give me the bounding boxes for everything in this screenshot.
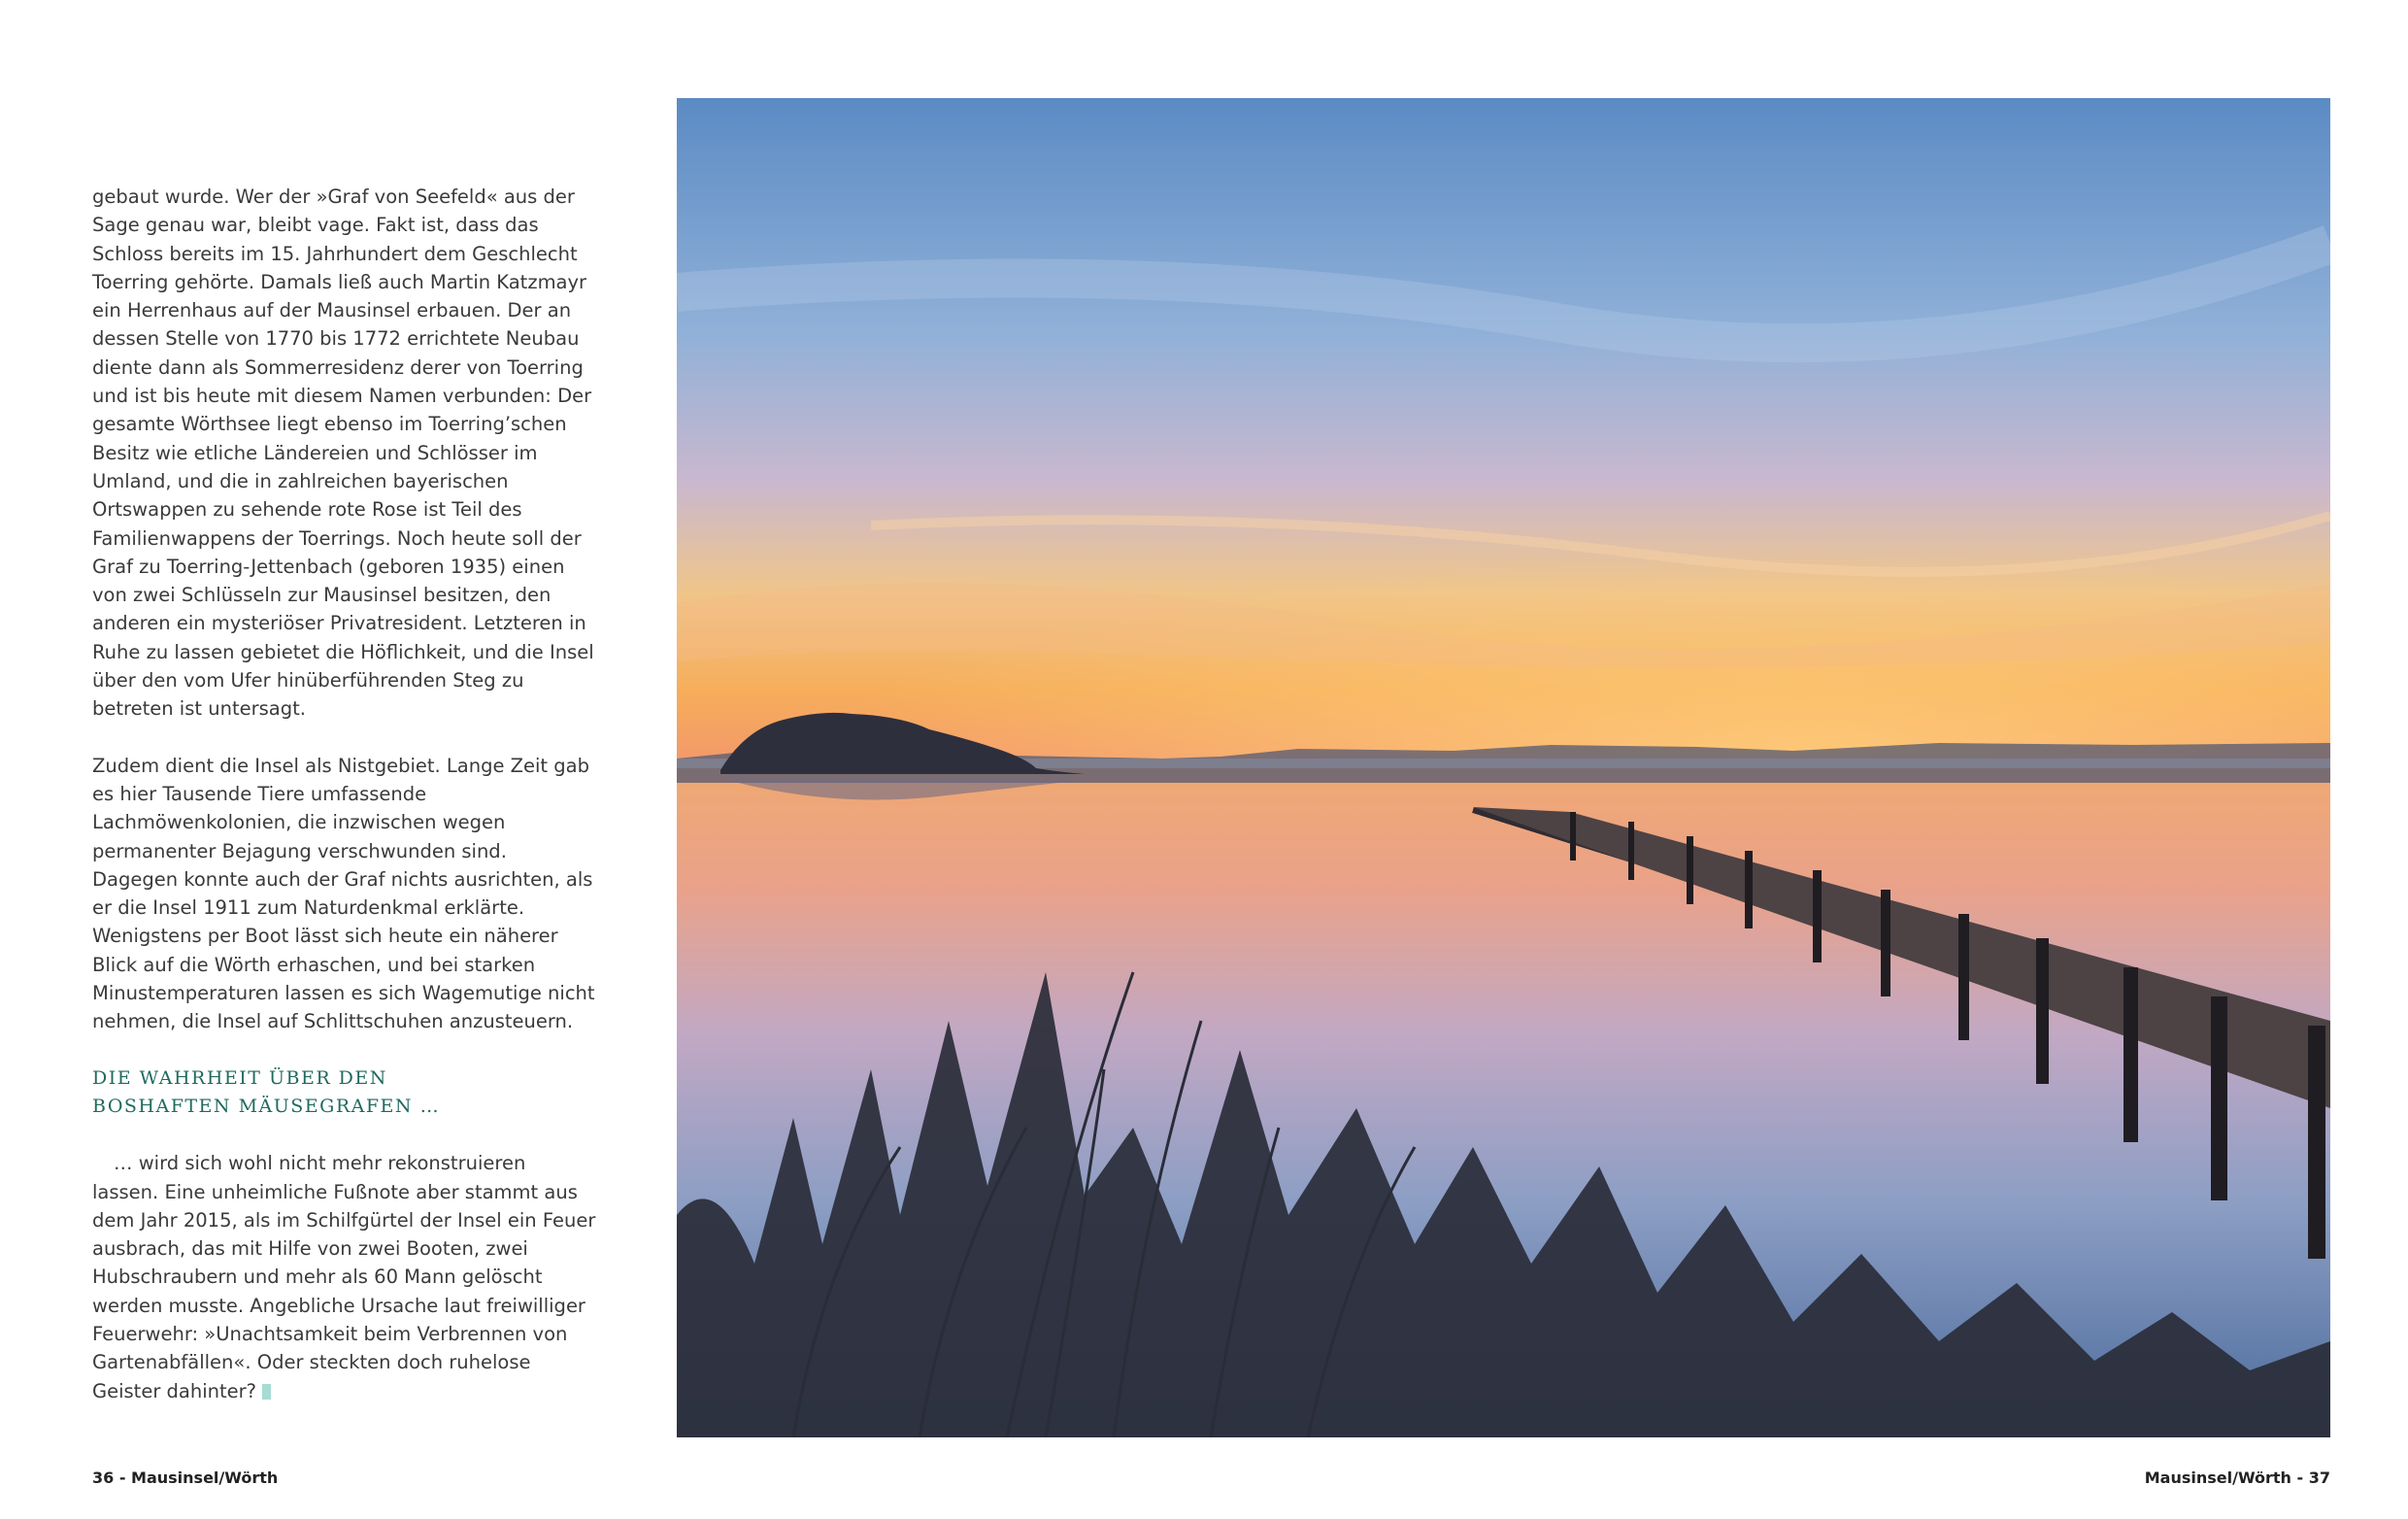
lake-sunset-photo	[677, 98, 2330, 1437]
end-of-article-mark	[262, 1384, 271, 1400]
page-number-left: 36 - Mausinsel/Wörth	[92, 1468, 279, 1487]
body-paragraph-2: Zudem dient die Insel als Nistgebiet. Lange Zeit gab es hier Tausende Tiere umfassende Lachmöwenkolonien, die inzwischen wegen permanenter Bejagung verschwunden sind. Dagegen konnte auch der Graf nichts ausrichten, als er die Insel 1911 zum Naturdenkmal erklärte. Wenigstens per Boot lässt sich heute ein näherer Blick auf die Wörth erhaschen, und bei starken Minustemperaturen lassen es sich Wagemutige nicht nehmen, die Insel auf Schlittschuhen anzusteuern.	[92, 754, 595, 1033]
body-paragraph-3	[92, 1149, 597, 1405]
article-text-column	[92, 183, 597, 1405]
lake-sunset-illustration	[677, 98, 2330, 1437]
subheading-line-1: DIE WAHRHEIT ÜBER DEN	[92, 1066, 387, 1089]
body-paragraph-1: gebaut wurde. Wer der »Graf von Seefeld« aus der Sage genau war, bleibt vage. Fakt ist, dass das Schloss bereits im 15. Jahrhundert dem Geschlecht Toerring gehörte. Damals ließ auch Martin Katzmayr ein Herrenhaus auf der Mausinsel erbauen. Der an dessen Stelle von 1770 bis 1772 errichtete Neubau diente dann als Sommerresidenz derer von Toerring und ist bis heute mit diesem Namen verbunden: Der gesamte Wörthsee liegt ebenso im Toerring’schen Besitz wie etliche Ländereien und Schlösser im Umland, und die in zahlreichen bayerischen Ortswappen zu sehende rote Rose ist Teil des Familienwappens der Toerrings. Noch heute soll der Graf zu Toerring-Jettenbach (geboren 1935) einen von zwei Schlüsseln zur Mausinsel besitzen, den anderen ein mysteriöser Privatresident. Letzteren in Ruhe zu lassen gebietet die Höflichkeit, und die Insel über den vom Ufer hinüberführenden Steg zu betreten ist untersagt.	[92, 186, 594, 721]
body-paragraph-3-text: … wird sich wohl nicht mehr rekonstruieren lassen. Eine unheimliche Fußnote aber stammt aus dem Jahr 2015, als im Schilfgürtel der Insel ein Feuer ausbrach, das mit Hilfe von zwei Booten, zwei Hubschraubern und mehr als 60 Mann gelöscht werden musste. Angebliche Ursache laut freiwilliger Feuerwehr: »Unachtsamkeit beim Verbrennen von Gartenabfällen«. Oder steckten doch ruhelose Geister dahinter?	[92, 1152, 596, 1402]
section-subheading	[92, 1064, 597, 1122]
page-number-right: Mausinsel/Wörth - 37	[2144, 1468, 2330, 1487]
subheading-line-2: BOSHAFTEN MÄUSEGRAFEN …	[92, 1095, 441, 1117]
